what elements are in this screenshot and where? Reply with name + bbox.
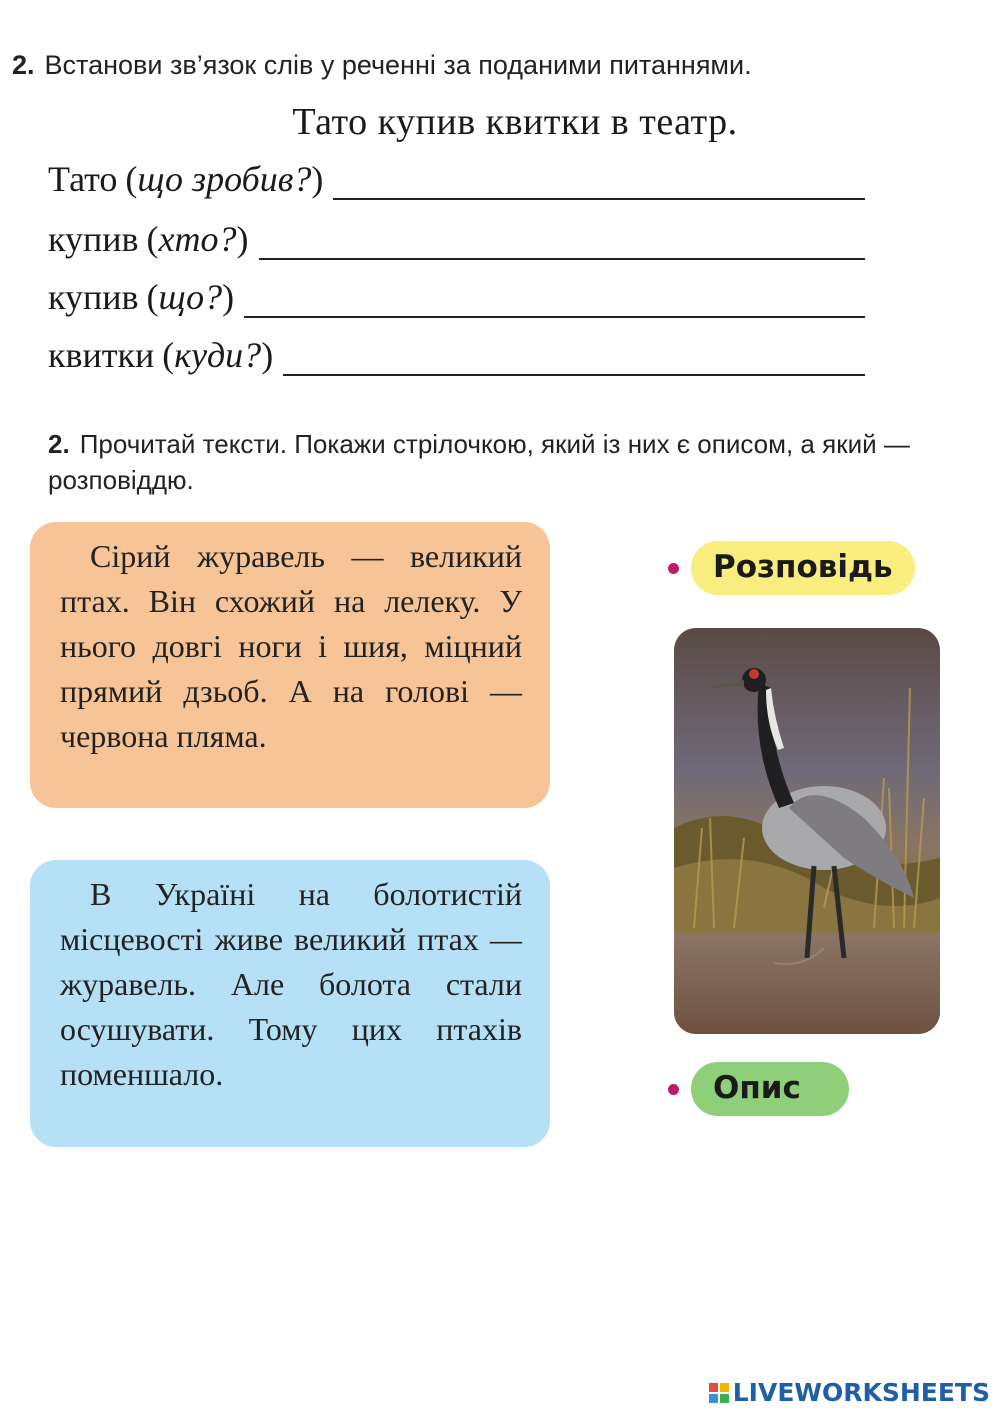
row-question: (що?) xyxy=(146,277,235,317)
choice-description[interactable] xyxy=(668,1062,849,1116)
task2-number: 2. xyxy=(48,429,70,459)
bullet-dot[interactable] xyxy=(668,563,679,574)
text-box-description[interactable] xyxy=(30,522,550,808)
description-pill[interactable]: Опис xyxy=(691,1062,849,1116)
story-pill[interactable]: Розповідь xyxy=(691,541,915,595)
task2-instruction xyxy=(48,426,988,498)
bullet-dot[interactable] xyxy=(668,1084,679,1095)
liveworksheets-watermark xyxy=(709,1378,990,1407)
answer-input-2[interactable] xyxy=(259,218,866,260)
row-question: (що зробив?) xyxy=(125,159,324,199)
row-question: (куди?) xyxy=(162,335,274,375)
text-description: Сірий журавель — великий птах. Він схожий на лелеку. У нього довгі ноги і шия, міцний прямий дзьоб. А на голові — червона пляма. xyxy=(60,538,522,754)
choice-story[interactable] xyxy=(668,541,915,595)
text-box-story[interactable] xyxy=(30,860,550,1147)
watermark-text: LIVEWORKSHEETS xyxy=(732,1378,990,1407)
row-word: купив xyxy=(48,277,139,317)
answer-input-3[interactable] xyxy=(244,276,865,318)
question-row-3 xyxy=(48,272,865,318)
question-row-4 xyxy=(48,330,865,376)
task1-instruction xyxy=(12,48,752,82)
answer-input-4[interactable] xyxy=(283,334,865,376)
answer-input-1[interactable] xyxy=(333,158,865,200)
task1-number: 2. xyxy=(12,50,35,80)
row-question: (хто?) xyxy=(146,219,249,259)
question-row-1 xyxy=(48,154,865,200)
text-story: В Україні на болотистій місцевості живе великий птах — журавель. Але болота стали осушувати. Тому цих птахів поменшало. xyxy=(60,876,522,1092)
row-word: квитки xyxy=(48,335,155,375)
task2-instruction-text: Прочитай тексти. Покажи стрілочкою, який із них є описом, а який — розповіддю. xyxy=(48,429,910,495)
example-sentence: Тато купив квитки в театр. xyxy=(292,101,738,143)
row-word: купив xyxy=(48,219,139,259)
liveworksheets-logo-icon xyxy=(709,1383,729,1403)
question-row-2 xyxy=(48,214,865,260)
row-word: Тато xyxy=(48,159,118,199)
crane-photo xyxy=(674,628,940,1034)
task1-instruction-text: Встанови зв’язок слів у реченні за поданими питаннями. xyxy=(44,50,752,80)
